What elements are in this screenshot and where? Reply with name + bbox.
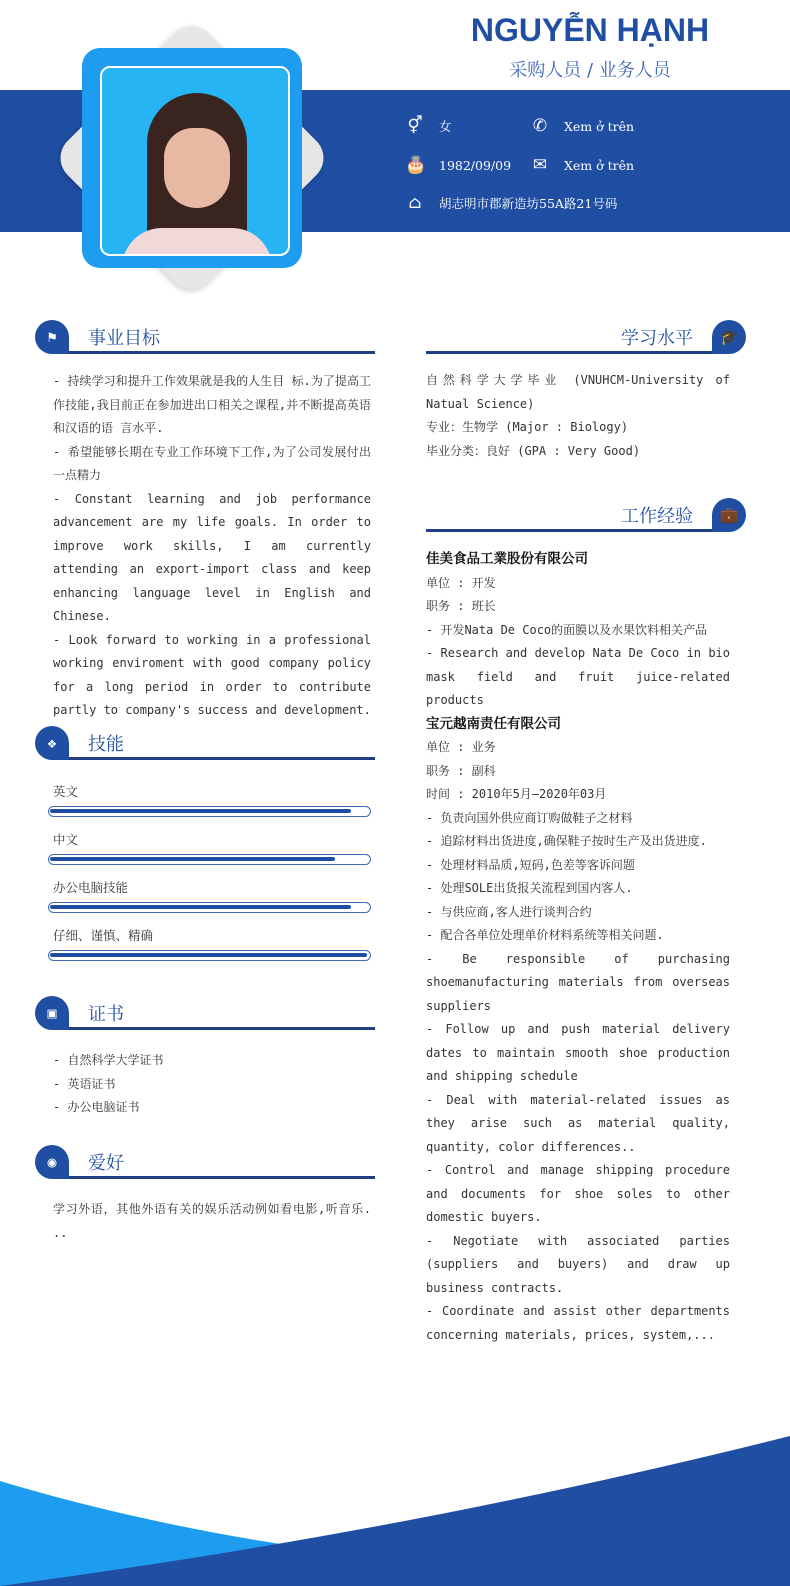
skill-bar-fill [50,857,335,861]
certs-list [53,1049,371,1120]
flag-icon: ⚑ [35,320,69,354]
experience-list [426,548,730,1347]
experience-line: 职务 : 副科 [426,763,496,778]
cert-item: - 办公电脑证书 [53,1100,140,1114]
hobbies-text: 学习外语，其他外语有关的娱乐活动例如看电影,听音乐. .. [53,1202,371,1240]
experience-line: - 配合各单位处理单价材料系统等相关问题. [426,928,664,942]
skill-label: 办公电脑技能 [53,880,129,895]
experience-line: - Control and manage shipping procedure and documents for shoe soles to other domestic buyers. [426,1163,730,1224]
briefcase-icon: 💼 [712,498,746,532]
gender-item [405,116,452,136]
address-item [405,193,617,213]
envelope-icon: ✉ [532,155,548,175]
objective-line: - Constant learning and job performance advancement are my life goals. In order to improve work skills, I am currently attending an export-import class and keep enhancing language level in English and Chinese. [53,491,371,623]
candidate-role: 采购人员 / 业务人员 [509,60,671,81]
phone-value: Xem ở trên [564,118,635,134]
skill-label: 英文 [53,784,79,799]
experience-line: 时间 : 2010年5月—2020年03月 [426,787,607,801]
education-line: 自然科学大学毕业 (VNUHCM-University of Natual Science) [426,373,730,411]
skill-bar [48,854,371,865]
certs-header [35,996,375,1036]
email-value: Xem ở trên [564,157,635,173]
objective-line: - 希望能够长期在专业工作环境下工作,为了公司发展付出一点精力 [53,444,371,482]
skill-bar-fill [50,905,351,909]
phone-item [530,116,634,136]
birthday-value: 1982/09/09 [439,157,512,173]
experience-line: - Research and develop Nata De Coco in bio mask field and fruit juice-related products [426,646,730,707]
cert-item: - 自然科学大学证书 [53,1053,164,1067]
skill-bar [48,806,371,817]
gender-icon: ⚥ [407,116,423,136]
experience-line: - Be responsible of purchasing shoemanufacturing materials from overseas suppliers [426,951,730,1013]
gamepad-icon: ◉ [35,1145,69,1179]
experience-line: - Coordinate and assist other departments concerning materials, prices, system,... [426,1304,730,1342]
section-title: 学习水平 [621,328,693,349]
experience-line: - 与供应商,客人进行谈判合约 [426,904,592,919]
email-item [530,155,634,175]
hobbies-header [35,1145,375,1185]
experience-line: 单位 : 业务 [426,740,496,754]
birthday-item [405,155,511,175]
company-name: 宝元越南责任有限公司 [426,715,561,732]
skill-label: 仔细、谨慎、精确 [53,928,154,943]
experience-header [426,498,746,538]
section-title: 工作经验 [621,506,693,527]
experience-line: - Negotiate with associated parties (suppliers and buyers) and draw up business contracts. [426,1233,730,1295]
skill-bar-fill [50,953,367,957]
profile-photo [100,66,290,256]
experience-line: - Deal with material-related issues as they arise such as material quality, quantity, color differences.. [426,1092,730,1154]
objective-header [35,320,375,360]
experience-line: - 追踪材料出货进度,确保鞋子按时生产及出货进度. [426,834,707,848]
objective-line: - Look forward to working in a professional working enviroment with good company policy for a long period in order to contribute partly to company's success and development. [53,632,371,717]
gender-value: 女 [439,119,452,134]
address-value: 胡志明市郡新造坊55A路21号码 [439,196,618,211]
cert-item: - 英语证书 [53,1076,116,1091]
skill-label: 中文 [53,832,79,847]
cubes-icon: ❖ [35,726,69,760]
section-title: 事业目标 [88,328,160,349]
experience-line: - 处理SOLE出货报关流程到国内客人. [426,881,633,895]
education-text [426,369,730,463]
skill-bar-fill [50,809,351,813]
skill-bar [48,902,371,913]
experience-line: - Follow up and push material delivery dates to maintain smooth shoe production and shipping schedule [426,1022,730,1083]
company-name: 佳美食品工業股份有限公司 [426,551,588,567]
whatsapp-icon: ✆ [532,116,548,136]
experience-line: 职务 : 班长 [426,599,496,613]
experience-line: 单位 : 开发 [426,575,496,590]
education-line: 专业：生物学 (Major : Biology) [426,420,629,434]
home-icon: ⌂ [408,193,422,213]
experience-line: - 处理材料品质,短码,色差等客诉问题 [426,857,635,872]
graduation-cap-icon: 🎓 [712,320,746,354]
skill-bar [48,950,371,961]
profile-photo-frame [52,18,332,298]
section-title: 技能 [88,734,124,755]
section-title: 证书 [88,1004,124,1025]
candidate-name: NGUYỄN HẠNH [470,12,710,48]
certificate-icon: ▣ [35,996,69,1030]
skills-header [35,726,375,766]
experience-line: - 负责向国外供应商订购做鞋子之材料 [426,810,633,825]
footer-wave [0,1436,790,1586]
section-title: 爱好 [88,1153,124,1174]
birthday-cake-icon: 🎂 [405,155,427,175]
objective-text [53,370,371,723]
experience-line: - 开发Nata De Coco的面膜以及水果饮料相关产品 [426,622,708,637]
education-line: 毕业分类：良好 (GPA : Very Good) [426,443,641,458]
objective-line: - 持续学习和提升工作效果就是我的人生目 标.为了提高工作技能,我目前正在参加进出口相关之课程,并不断提高英语和汉语的语 言水平. [53,374,371,435]
education-header [426,320,746,360]
